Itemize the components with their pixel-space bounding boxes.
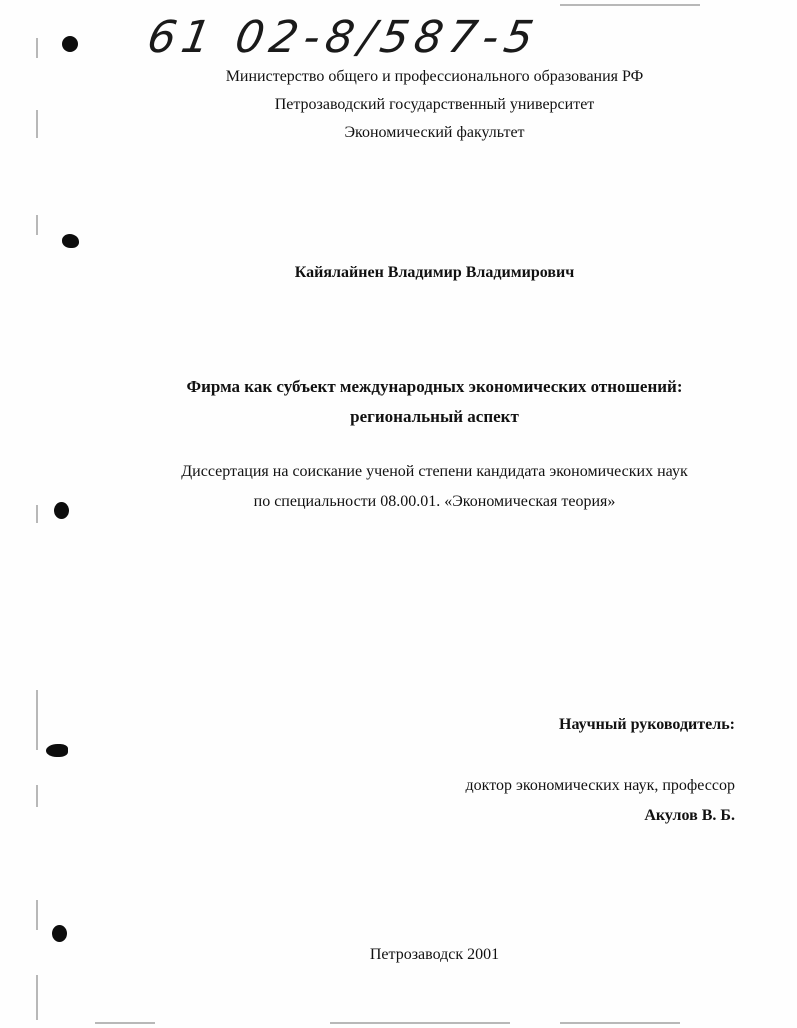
faculty-line: Экономический факультет [344,124,525,141]
scan-edge-mark [330,1022,510,1024]
punch-hole [62,234,79,248]
scan-edge-mark [36,215,38,235]
supervisor-degree: доктор экономических наук, профессор [465,777,735,794]
punch-hole [62,36,78,52]
scan-edge-mark [36,690,38,750]
scan-edge-mark [36,900,38,930]
scan-edge-mark [36,38,38,58]
scan-edge-mark [36,975,38,1020]
author-name: Кайялайнен Владимир Владимирович [294,264,575,281]
scan-edge-mark [560,4,700,6]
dissertation-title-line2: региональный аспект [350,407,519,426]
city-year: Петрозаводск 2001 [369,946,500,963]
ministry-line: Министерство общего и профессионального образования РФ [225,68,644,85]
scan-edge-mark [95,1022,155,1024]
dissertation-description-line2: по специальности 08.00.01. «Экономическая теория» [253,493,616,510]
dissertation-title-line1: Фирма как субъект международных экономических отношений: [186,377,683,396]
scan-edge-mark [36,785,38,807]
university-line: Петрозаводский государственный университет [274,96,595,113]
supervisor-label: Научный руководитель: [559,716,735,733]
supervisor-name: Акулов В. Б. [644,807,735,824]
dissertation-description-line1: Диссертация на соискание ученой степени кандидата экономических наук [181,463,688,480]
punch-hole [46,744,68,757]
scan-edge-mark [560,1022,680,1024]
punch-hole [52,925,67,942]
archive-number-handwritten: 61 02-8/587-5 [143,12,544,63]
